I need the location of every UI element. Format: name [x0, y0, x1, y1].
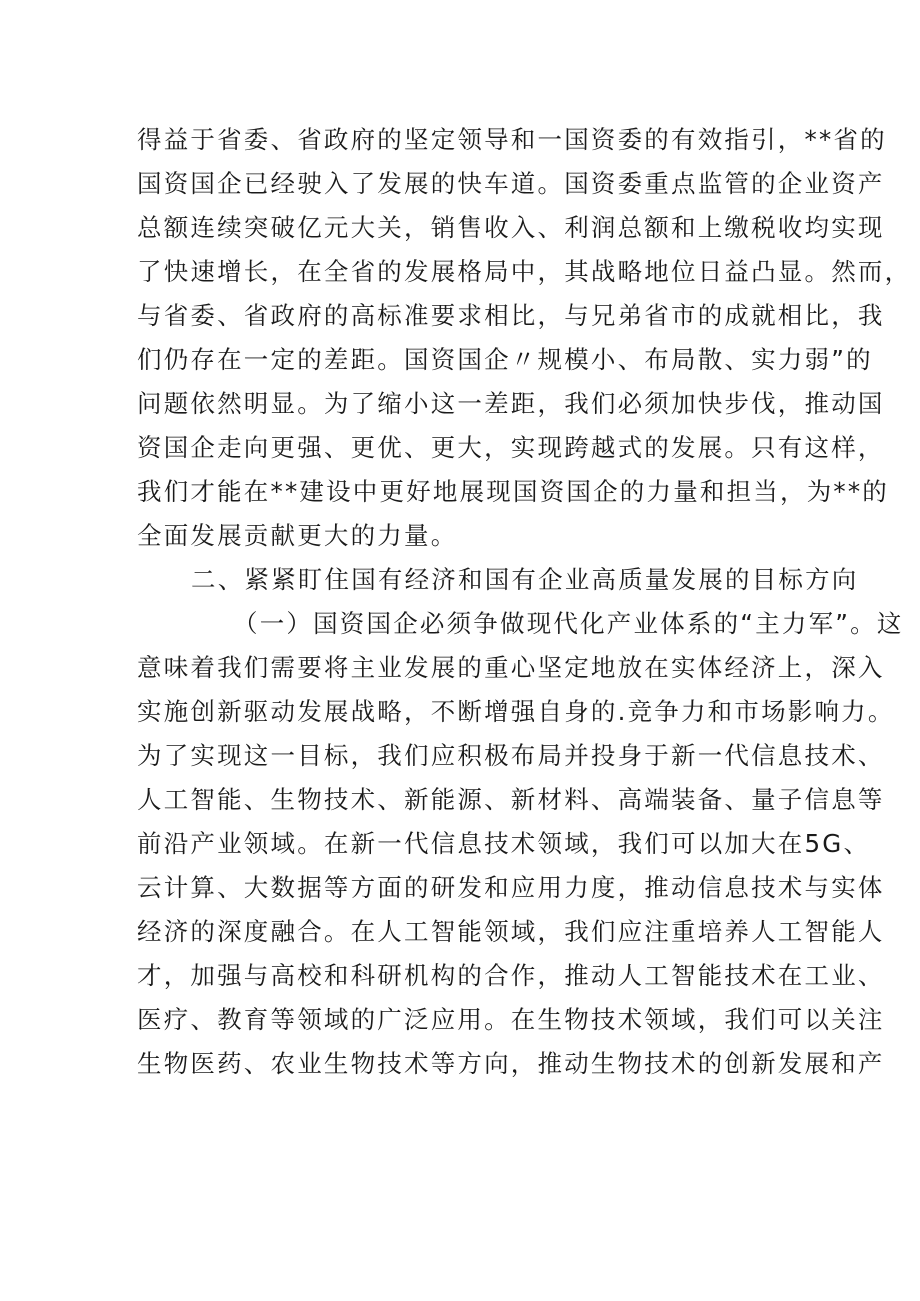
text-line: （一）国资国企必须争做现代化产业体系的“主力军”。这 — [233, 609, 904, 638]
section-heading: 二、紧紧盯住国有经济和国有企业高质量发展的目标方向 — [191, 565, 859, 594]
text-line: 们仍存在一定的差距。国资国企〃规模小、布局散、实力弱”的 — [137, 345, 873, 374]
text-line: 我们才能在**建设中更好地展现国资国企的力量和担当，为**的 — [137, 477, 889, 506]
text-line: 全面发展贡献更大的力量。 — [137, 521, 458, 550]
text-line: 资国企走向更强、更优、更大，实现跨越式的发展。只有这样， — [137, 433, 885, 462]
text-line: 总额连续突破亿元大关，销售收入、利润总额和上缴税收均实现 — [137, 213, 885, 242]
text-line: 与省委、省政府的高标准要求相比，与兄弟省市的成就相比，我 — [137, 301, 885, 330]
text-line: 前沿产业领域。在新一代信息技术领域，我们可以加大在5G、 — [137, 829, 871, 858]
text-line: 了快速增长，在全省的发展格局中，其战略地位日益凸显。然而， — [137, 257, 912, 286]
paragraph-1 — [137, 118, 912, 558]
text-line: 为了实现这一目标，我们应积极布局并投身于新一代信息技术、 — [137, 741, 885, 770]
text-line: 才，加强与高校和科研机构的合作，推动人工智能技术在工业、 — [137, 961, 885, 990]
text-line: 得益于省委、省政府的坚定领导和一国资委的有效指引，**省的 — [137, 125, 887, 154]
text-line: 云计算、大数据等方面的研发和应用力度，推动信息技术与实体 — [137, 873, 885, 902]
text-line: 经济的深度融合。在人工智能领域，我们应注重培养人工智能人 — [137, 917, 885, 946]
text-line: 问题依然明显。为了缩小这一差距，我们必须加快步伐，推动国 — [137, 389, 885, 418]
text-line: 国资国企已经驶入了发展的快车道。国资委重点监管的企业资产 — [137, 169, 885, 198]
text-line: 意味着我们需要将主业发展的重心坚定地放在实体经济上，深入 — [137, 653, 885, 682]
document-body — [137, 118, 912, 1086]
text-line: 人工智能、生物技术、新能源、新材料、高端装备、量子信息等 — [137, 785, 885, 814]
text-line: 实施创新驱动发展战略，不断增强自身的.竞争力和市场影响力。 — [137, 697, 895, 726]
text-line: 医疗、教育等领域的广泛应用。在生物技术领域，我们可以关注 — [137, 1005, 885, 1034]
text-line: 生物医药、农业生物技术等方向，推动生物技术的创新发展和产 — [137, 1049, 885, 1078]
paragraph-2 — [137, 602, 904, 1086]
